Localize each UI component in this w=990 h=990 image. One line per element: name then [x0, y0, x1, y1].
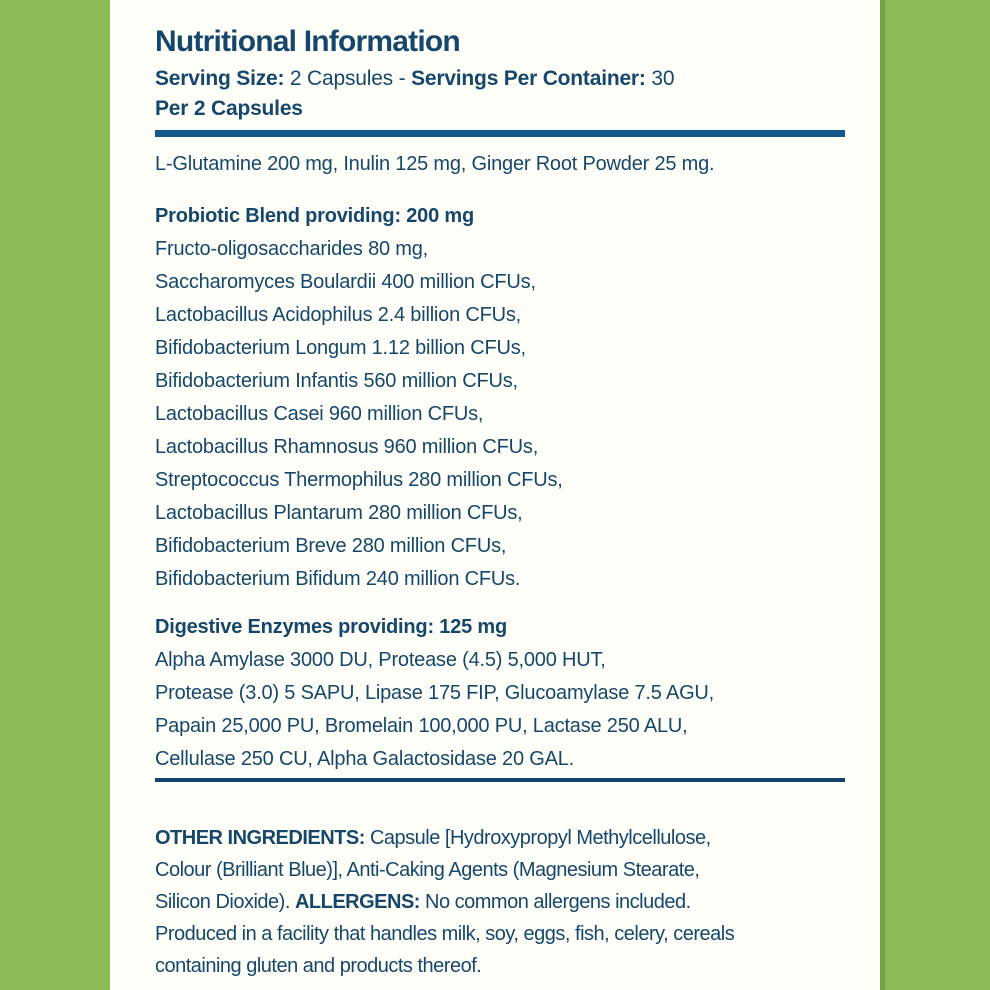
nutrition-panel [155, 26, 850, 982]
enzyme-line: Protease (3.0) 5 SAPU, Lipase 175 FIP, Glucoamylase 7.5 AGU, [155, 682, 715, 704]
probiotic-item: Lactobacillus Rhamnosus 960 million CFUs, [155, 436, 539, 458]
right-green-border [880, 0, 990, 990]
probiotic-item: Fructo-oligosaccharides 80 mg, [155, 238, 429, 260]
top-divider [155, 130, 845, 137]
base-ingredients-line: L-Glutamine 200 mg, Inulin 125 mg, Ginger Root Powder 25 mg. [155, 153, 715, 175]
probiotic-item: Saccharomyces Boulardii 400 million CFUs, [155, 271, 536, 293]
per-capsules-label: Per 2 Capsules [155, 97, 303, 120]
enzyme-line: Cellulase 250 CU, Alpha Galactosidase 20 GAL. [155, 748, 575, 770]
other-ingredients-text: Capsule [Hydroxypropyl Methylcellulose, [369, 827, 711, 849]
other-ingredients-section [155, 822, 850, 982]
probiotic-item: Bifidobacterium Longum 1.12 billion CFUs, [155, 337, 526, 359]
facility-warning-line: Produced in a facility that handles milk, soy, eggs, fish, celery, cereals [155, 923, 735, 945]
other-ingredients-label: OTHER INGREDIENTS: [155, 827, 365, 849]
digestive-enzymes-heading: Digestive Enzymes providing: 125 mg [155, 616, 507, 638]
left-green-border [0, 0, 110, 990]
probiotic-item: Lactobacillus Plantarum 280 million CFUs, [155, 502, 523, 524]
enzyme-line: Papain 25,000 PU, Bromelain 100,000 PU, Lactase 250 ALU, [155, 715, 688, 737]
probiotic-item: Bifidobacterium Breve 280 million CFUs, [155, 535, 507, 557]
allergens-text: No common allergens included. [425, 891, 691, 913]
probiotic-item: Lactobacillus Casei 960 million CFUs, [155, 403, 484, 425]
enzyme-line: Alpha Amylase 3000 DU, Protease (4.5) 5,000 HUT, [155, 649, 606, 671]
separator-dash: - [398, 67, 406, 90]
probiotic-item: Bifidobacterium Infantis 560 million CFUs, [155, 370, 518, 392]
probiotic-item: Streptococcus Thermophilus 280 million CFUs, [155, 469, 563, 491]
page-title: Nutritional Information [155, 25, 460, 58]
servings-per-container-value: 30 [651, 67, 675, 90]
allergens-label: ALLERGENS: [294, 891, 420, 913]
bottom-divider [155, 778, 845, 782]
servings-per-container-label: Servings Per Container: [411, 67, 646, 90]
probiotic-item: Lactobacillus Acidophilus 2.4 billion CFUs, [155, 304, 522, 326]
other-ingredients-line [155, 822, 850, 854]
other-ingredients-line: Colour (Brilliant Blue)], Anti-Caking Agents (Magnesium Stearate, [155, 859, 700, 881]
probiotic-item: Bifidobacterium Bifidum 240 million CFUs. [155, 568, 521, 590]
serving-info-line [155, 66, 850, 92]
serving-size-label: Serving Size: [155, 67, 285, 90]
serving-size-value: 2 Capsules [289, 67, 393, 90]
probiotic-blend-heading: Probiotic Blend providing: 200 mg [155, 205, 474, 227]
other-ingredients-text: Silicon Dioxide). [155, 891, 290, 913]
allergens-line [155, 886, 850, 918]
probiotic-blend-section [155, 200, 850, 596]
facility-warning-line: containing gluten and products thereof. [155, 955, 482, 977]
digestive-enzymes-section [155, 611, 850, 776]
